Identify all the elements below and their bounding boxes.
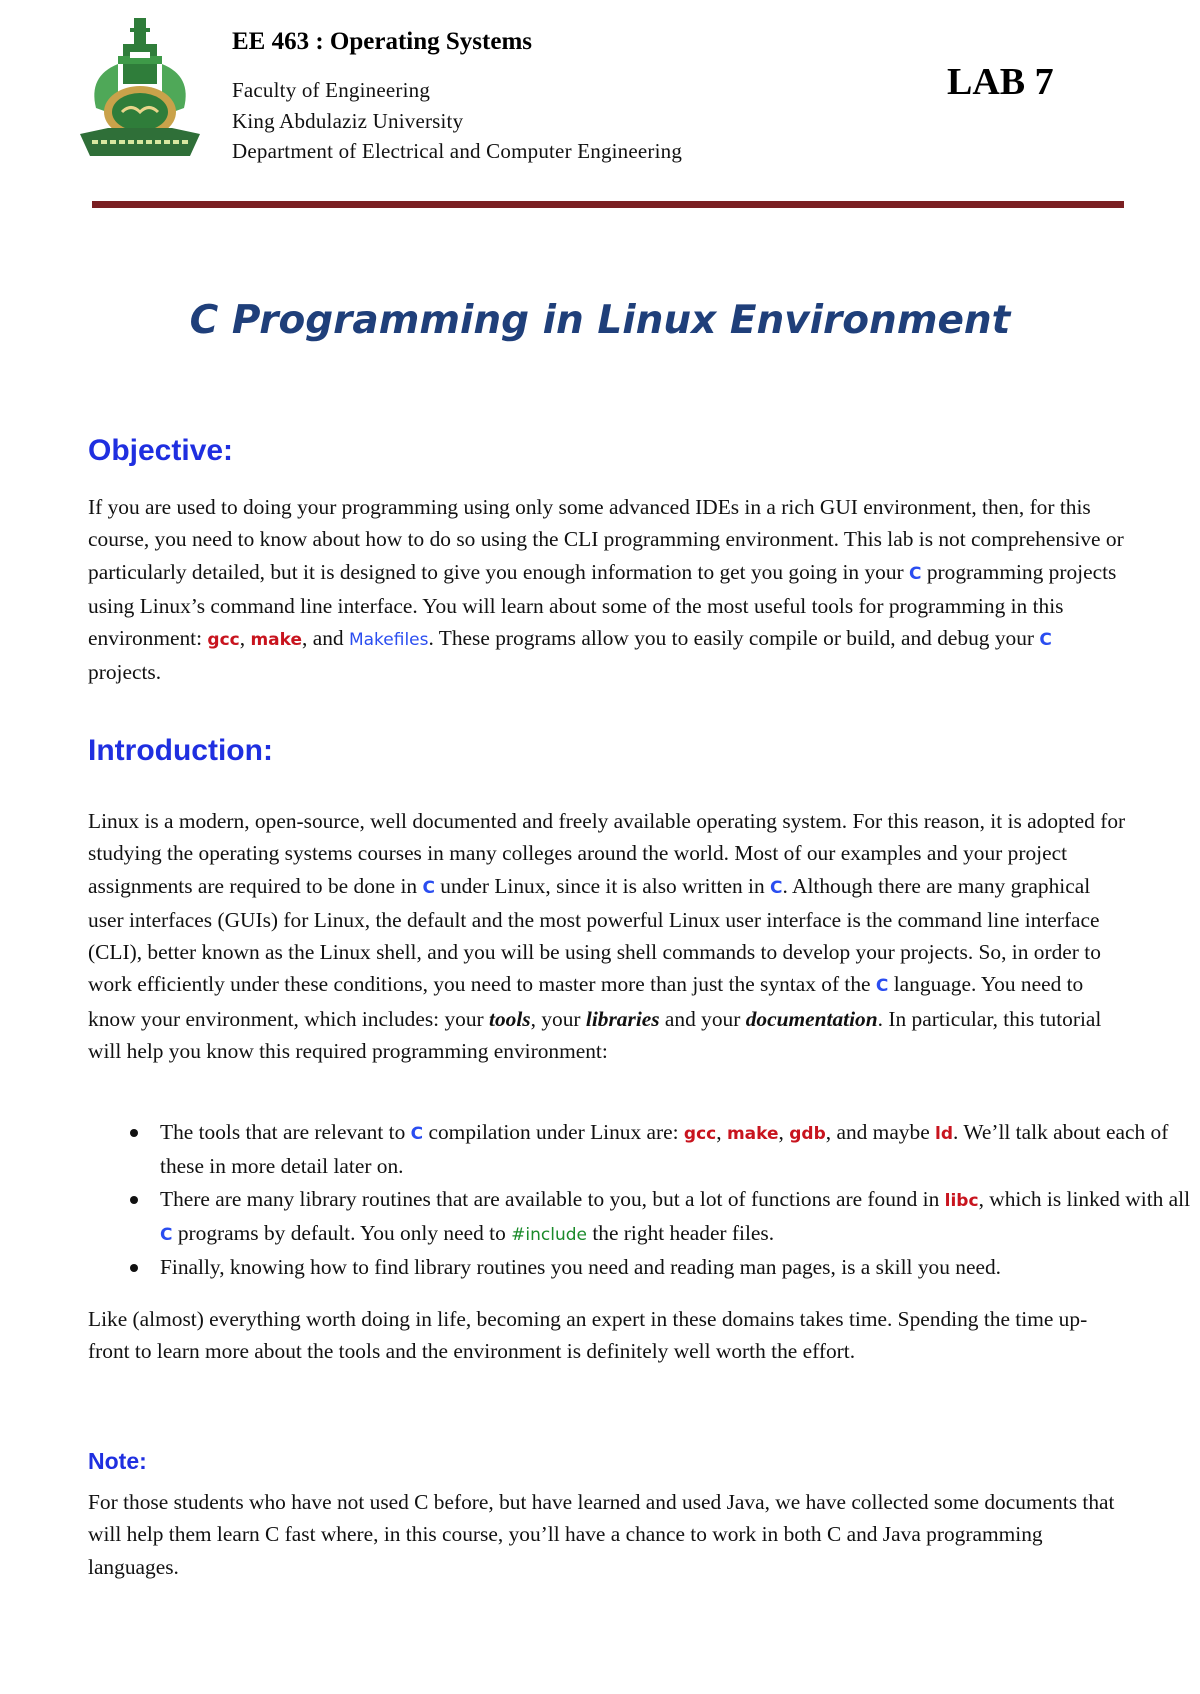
list-item: The tools that are relevant to C compilation under Linux are: gcc, make, gdb, and maybe ld. We’ll talk about each of these in more detail later on. <box>160 1116 1200 1183</box>
list-item: Finally, knowing how to find library routines you need and reading man pages, is a skill you need. <box>160 1251 1200 1283</box>
introduction-paragraph: Linux is a modern, open-source, well documented and freely available operating system. For this reason, it is adopted for studying the operating systems courses in many colleges around the world. Most of our examples and your project assignments are required to be done in C under Linux, since it is also written in C. Although there are many graphical user interfaces (GUIs) for Linux, the default and the most powerful Linux user interface is the command line interface (CLI), better known as the Linux shell, and you will be using shell commands to develop your projects. So, in order to work efficiently under these conditions, you need to master more than just the syntax of the C language. You need to know your environment, which includes: your tools, your libraries and your documentation. In particular, this tutorial will help you know this required programming environment: <box>88 809 1126 1064</box>
documentation-emphasis: documentation <box>745 1006 878 1031</box>
lab-number: LAB 7 <box>947 61 1054 103</box>
make-keyword: make <box>726 1124 779 1144</box>
c-keyword: C <box>909 563 922 584</box>
libc-keyword: libc <box>944 1190 979 1211</box>
c-keyword: C <box>1039 630 1052 651</box>
gcc-keyword: gcc <box>683 1124 717 1144</box>
university-logo-icon <box>78 16 202 166</box>
document-title: C Programming in Linux Environment <box>189 298 1011 343</box>
c-keyword: C <box>422 877 435 898</box>
objective-heading: Objective: <box>88 434 234 467</box>
header-divider <box>92 201 1124 208</box>
gdb-keyword: gdb <box>789 1124 826 1144</box>
closing-paragraph: Like (almost) everything worth doing in life, becoming an expert in these domains takes time. Spending the time up-front to learn more about the tools and the environment is definitely well worth the effort. <box>88 1307 1088 1364</box>
note-paragraph: For those students who have not used C before, but have learned and used Java, we have collected some documents that will help them learn C fast where, in this course, you’ll have a chance to work in both C and Java programming languages. <box>88 1490 1115 1579</box>
faculty-line: Faculty of Engineering <box>232 78 431 102</box>
ld-keyword: ld <box>935 1124 954 1144</box>
c-keyword: C <box>875 976 889 997</box>
tools-emphasis: tools <box>489 1006 531 1031</box>
introduction-heading: Introduction: <box>88 734 273 767</box>
objective-text-2: programming projects using Linux’s command line interface. You will learn about some of the most useful tools for programming in this environment: <box>88 559 1117 651</box>
gcc-keyword: gcc <box>207 630 240 651</box>
university-line: King Abdulaziz University <box>232 109 464 133</box>
objective-paragraph: If you are used to doing your programming using only some advanced IDEs in a rich GUI environment, then, for this course, you need to know about how to do so using the CLI programming environment. This lab is not comprehensive or particularly detailed, but it is designed to give you enough information to get you going in your C programming projects using Linux’s command line interface. You will learn about some of the most useful tools for programming in this environment: gcc, make, and Makefiles. These programs allow you to easily compile or build, and debug your C projects. <box>88 495 1124 685</box>
objective-text-3: . These programs allow you to easily compile or build, and debug your <box>428 626 1040 651</box>
c-keyword: C <box>410 1124 424 1144</box>
list-item: There are many library routines that are available to you, but a lot of functions are found in libc, which is linked with all C programs by default. You only need to #include the right header files. <box>160 1183 1200 1252</box>
include-keyword: #include <box>511 1224 587 1245</box>
objective-text-4: projects. <box>88 660 162 685</box>
libraries-emphasis: libraries <box>585 1006 660 1031</box>
c-keyword: C <box>770 877 783 898</box>
department-line: Department of Electrical and Computer Engineering <box>232 139 683 163</box>
tools-list <box>88 1116 1200 1283</box>
make-keyword: make <box>250 630 303 651</box>
objective-text-1: If you are used to doing your programming using only some advanced IDEs in a rich GUI environment, then, for this course, you need to know about how to do so using the CLI programming environment. This lab is not comprehensive or particularly detailed, but it is designed to give you enough information to get you going in your <box>88 495 1124 584</box>
makefiles-keyword: Makefiles <box>348 630 429 651</box>
note-heading: Note: <box>88 1448 147 1474</box>
course-title: EE 463 : Operating Systems <box>232 28 532 55</box>
c-keyword: C <box>160 1224 173 1245</box>
